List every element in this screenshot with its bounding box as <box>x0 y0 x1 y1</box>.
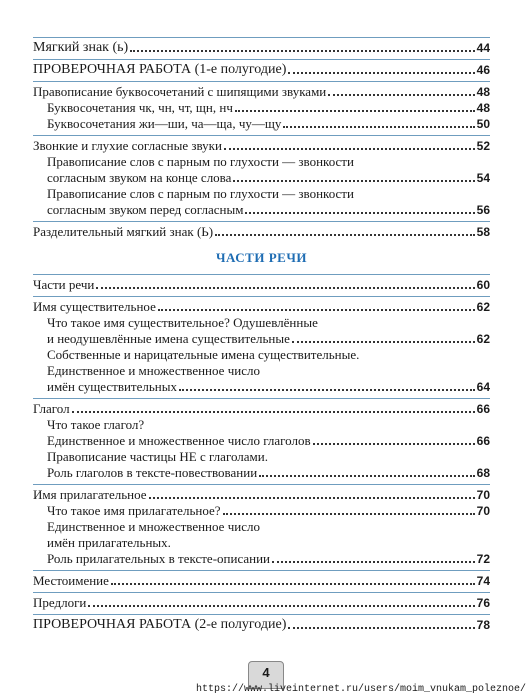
toc-entry-title: Правописание частицы НЕ с глаголами. <box>47 449 268 464</box>
toc-entry-title: Роль прилагательных в тексте-описании <box>47 551 271 566</box>
dot-leader <box>223 513 475 515</box>
section-header: ЧАСТИ РЕЧИ <box>216 250 307 265</box>
section-divider <box>33 614 490 615</box>
toc-entry-title: Звонкие и глухие согласные звуки <box>33 138 222 153</box>
toc-entry[interactable] <box>33 503 490 519</box>
toc-entry-title: Имя существительное <box>33 299 156 314</box>
watermark-url: https://www.liveinternet.ru/users/moim_vnukam_poleznoe/ <box>196 684 527 695</box>
dot-leader <box>245 212 474 214</box>
toc-entry[interactable] <box>33 62 490 78</box>
toc-page-number: 56 <box>476 203 490 217</box>
toc-page-number: 46 <box>476 63 490 77</box>
dot-leader <box>72 411 475 413</box>
toc-entry-title: Глагол <box>33 401 70 416</box>
toc-entry[interactable] <box>33 449 490 465</box>
toc-page-number: 72 <box>476 552 490 566</box>
toc-entry[interactable] <box>33 84 490 100</box>
section-divider <box>33 135 490 136</box>
toc-entry-title: Разделительный мягкий знак (Ь) <box>33 224 214 239</box>
toc-page-number: 48 <box>476 85 490 99</box>
toc-entry-title: Собственные и нарицательные имена существительные. <box>47 347 360 362</box>
toc-entry[interactable] <box>33 595 490 611</box>
toc-entry-title: ПРОВЕРОЧНАЯ РАБОТА (1-е полугодие) <box>33 62 287 77</box>
toc-entry-title: согласным звуком на конце слова <box>47 170 232 185</box>
dot-leader <box>224 148 475 150</box>
toc-page-number: 44 <box>476 41 490 55</box>
toc-entry-title: Единственное и множественное число <box>47 519 260 534</box>
toc-page-number: 52 <box>476 139 490 153</box>
toc-entry[interactable] <box>33 347 490 363</box>
toc-entry[interactable] <box>33 433 490 449</box>
toc-page-number: 62 <box>476 332 490 346</box>
toc-entry[interactable] <box>33 551 490 567</box>
dot-leader <box>292 341 475 343</box>
section-divider <box>33 398 490 399</box>
section-divider <box>33 592 490 593</box>
toc-page-number: 68 <box>476 466 490 480</box>
toc-entry[interactable] <box>33 315 490 347</box>
section-divider <box>33 296 490 297</box>
toc-entry-title: и неодушевлённые имена существительные <box>47 331 290 346</box>
toc-entry-title: имён прилагательных. <box>47 535 171 550</box>
toc-page-number: 70 <box>476 488 490 502</box>
toc-entry-title: Что такое имя существительное? Одушевлённые <box>47 315 318 330</box>
dot-leader <box>272 561 475 563</box>
section-divider <box>33 37 490 38</box>
dot-leader <box>235 110 475 112</box>
dot-leader <box>130 50 474 52</box>
section-divider <box>33 81 490 82</box>
toc-entry[interactable] <box>33 116 490 132</box>
toc-entry[interactable] <box>33 277 490 293</box>
toc-page-number: 50 <box>476 117 490 131</box>
toc-page-number: 64 <box>476 380 490 394</box>
toc-page-number: 66 <box>476 434 490 448</box>
dot-leader <box>179 389 475 391</box>
toc-entry[interactable] <box>33 487 490 503</box>
toc-entry-title: ПРОВЕРОЧНАЯ РАБОТА (2-е полугодие) <box>33 617 287 632</box>
toc-entry[interactable] <box>33 299 490 315</box>
toc-entry[interactable] <box>33 224 490 240</box>
toc-page-number: 78 <box>476 618 490 632</box>
toc-page-number: 58 <box>476 225 490 239</box>
section-divider <box>33 274 490 275</box>
dot-leader <box>288 627 474 629</box>
toc-entry[interactable] <box>33 40 490 56</box>
toc-entry-title: Правописание слов с парным по глухости — звонкости <box>47 186 354 201</box>
section-divider <box>33 221 490 222</box>
dot-leader <box>328 94 474 96</box>
section-divider <box>33 59 490 60</box>
dot-leader <box>96 287 474 289</box>
toc-entry[interactable] <box>33 100 490 116</box>
toc-entry-title: Что такое глагол? <box>47 417 145 432</box>
toc-page-number: 70 <box>476 504 490 518</box>
toc-entry[interactable] <box>33 186 490 218</box>
toc-entry[interactable] <box>33 138 490 154</box>
toc-page-number: 66 <box>476 402 490 416</box>
toc-entry-title: согласным звуком перед согласным <box>47 202 244 217</box>
toc-page-number: 62 <box>476 300 490 314</box>
toc-entry[interactable] <box>33 617 490 633</box>
section-divider <box>33 570 490 571</box>
dot-leader <box>149 497 475 499</box>
toc-page-number: 74 <box>476 574 490 588</box>
toc-entry[interactable] <box>33 465 490 481</box>
toc-page-number: 54 <box>476 171 490 185</box>
toc-page-number: 48 <box>476 101 490 115</box>
dot-leader <box>88 605 474 607</box>
section-divider <box>33 484 490 485</box>
toc-entry-title: Мягкий знак (ь) <box>33 40 129 55</box>
toc-entry[interactable] <box>33 573 490 589</box>
toc-entry-title: Правописание слов с парным по глухости — звонкости <box>47 154 354 169</box>
toc-entry-title: Роль глаголов в тексте-повествовании <box>47 465 258 480</box>
toc-entry[interactable] <box>33 363 490 395</box>
toc-entry-title: Имя прилагательное <box>33 487 147 502</box>
dot-leader <box>288 72 474 74</box>
dot-leader <box>259 475 474 477</box>
toc-page-number: 60 <box>476 278 490 292</box>
toc-entry-title: Части речи <box>33 277 95 292</box>
toc-entry-title: Местоимение <box>33 573 109 588</box>
toc-entry-title: Единственное и множественное число <box>47 363 260 378</box>
dot-leader <box>233 180 474 182</box>
toc-entry-title: Правописание буквосочетаний с шипящими звуками <box>33 84 327 99</box>
toc-entry-title: Что такое имя прилагательное? <box>47 503 221 518</box>
dot-leader <box>111 583 475 585</box>
toc-entry-title: Предлоги <box>33 595 87 610</box>
toc-entry-title: имён существительных <box>47 379 177 394</box>
toc-entry-title: Единственное и множественное число глаголов <box>47 433 311 448</box>
toc-entry-title: Буквосочетания жи—ши, ча—ща, чу—щу <box>47 116 282 131</box>
toc-entry[interactable] <box>33 417 490 433</box>
toc-page-number: 76 <box>476 596 490 610</box>
toc-entry[interactable] <box>33 401 490 417</box>
toc-entry-title: Буквосочетания чк, чн, чт, щн, нч <box>47 100 233 115</box>
toc-entry[interactable] <box>33 519 490 551</box>
page-number-badge: 4 <box>248 661 284 689</box>
dot-leader <box>158 309 475 311</box>
toc-entry[interactable] <box>33 154 490 186</box>
table-of-contents <box>33 34 490 633</box>
dot-leader <box>215 234 475 236</box>
dot-leader <box>313 443 475 445</box>
dot-leader <box>283 126 474 128</box>
